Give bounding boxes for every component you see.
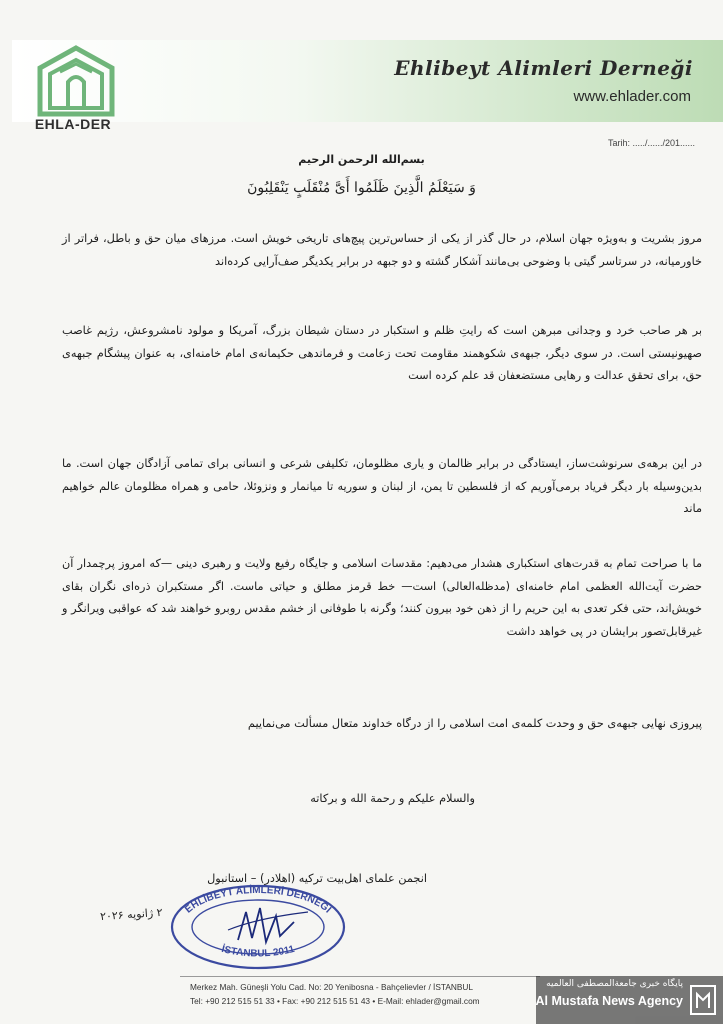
- organization-name: Ehlibeyt Alimleri Derneği: [394, 56, 693, 80]
- stamp-bottom-text: İSTANBUL 2011: [220, 943, 296, 960]
- watermark-english: Al Mustafa News Agency: [535, 994, 683, 1008]
- signature-organization: انجمن علمای اهل‌بیت ترکیه (اهلادر) – استانبول: [207, 872, 427, 885]
- footer-address: Merkez Mah. Güneşli Yolu Cad. No: 20 Yenibosna - Bahçelievler / İSTANBUL: [190, 982, 474, 992]
- basmala: بسم‌الله الرحمن الرحیم: [298, 153, 425, 166]
- paragraph-5: پیروزی نهایی جبهه‌ی حق و وحدت کلمه‌ی امت اسلامی را از درگاه خداوند متعال مسألت می‌نماییم: [247, 717, 702, 730]
- logo-text: EHLA-DER: [34, 116, 112, 132]
- footer-contact: Tel: +90 212 515 51 33 • Fax: +90 212 515 51 43 • E-Mail: ehlader@gmail.com: [190, 996, 480, 1006]
- paragraph-2: بر هر صاحب خرد و وجدانی مبرهن است که رایتِ ظلم و استکبار در دستان شیطان بزرگ، آمریکا و مولود نامشروعش، رژیم غاصب صهیونیستی است. در سوی دیگر، جبهه‌ی شکوهمند مقاومت تحت زعامت و فرماندهی حکیمانه‌ی امام خامنه‌ای، به عنوان پیشگام جبهه‌ی حق، برای تحقق عدالت و رهایی مستضعفان قد علم کرده است: [62, 324, 702, 382]
- signature-date: ۲ ژانویه ۲۰۲۶: [99, 905, 164, 924]
- website-link[interactable]: www.ehlader.com: [573, 88, 691, 105]
- svg-text:İSTANBUL 2011: [220, 942, 296, 960]
- closing-salutation: والسلام علیکم و رحمة الله و برکاته: [310, 792, 475, 805]
- quran-verse: وَ سَیَعْلَمُ الَّذِینَ ظَلَمُوا أَیَّ مُنْقَلَبٍ یَنْقَلِبُونَ: [247, 180, 476, 196]
- paragraph-4: ما با صراحت تمام به قدرت‌های استکباری هشدار می‌دهیم: مقدسات اسلامی و جایگاه رفیع ولایت و رهبری دینی —که امروز پرچمدار آن حضرت آیت‌الله العظمی امام خامنه‌ای (مدظله‌العالی) است— خط قرمز مطلق و حیاتی ماست. اگر مستکبران ذره‌ای نگران بقای خویش‌اند، حتی فکر تعدی به این حریم را از ذهن خود بیرون کنند؛ وگرنه با طوفانی از خشم مقدس روبرو خواهند شد که عواقبی ویرانگر و غیرقابل‌تصور برایشان در پی خواهد داشت: [62, 557, 702, 638]
- paragraph-1: مروز بشریت و به‌ویژه جهان اسلام، در حال گذر از یکی از حساس‌ترین پیچ‌های تاریخی خویش است. مرزهای میان حق و باطل، فراتر از خاورمیانه، در سرتاسر گیتی با وضوحی بی‌مانند آشکار گشته و دو جبهه در برابر یکدیگر صف‌آرایی کرده‌اند: [62, 232, 702, 268]
- stamp-top-text: EHLİBEYT ALİMLERİ DERNEĞİ: [183, 884, 334, 916]
- official-stamp-icon: [168, 882, 348, 972]
- date-line: Tarih: ...../....../201......: [607, 138, 695, 148]
- footer-divider: [180, 976, 540, 977]
- news-agency-watermark: [536, 976, 723, 1024]
- watermark-persian: پایگاه خبری جامعة‌المصطفی العالمیه: [546, 979, 683, 989]
- paragraph-3: در این برهه‌ی سرنوشت‌ساز، ایستادگی در برابر ظالمان و یاری مظلومان، تکلیفی شرعی و انسانی برای تمامی آزادگان جهان است. ما بدین‌وسیله بار دیگر فریاد برمی‌آوریم که از فلسطین تا یمن، از لبنان و سوریه تا میانمار و ونزوئلا، حامی و همراه مظلومان عالم خواهیم ماند: [62, 457, 702, 515]
- agency-logo-icon: [689, 984, 717, 1016]
